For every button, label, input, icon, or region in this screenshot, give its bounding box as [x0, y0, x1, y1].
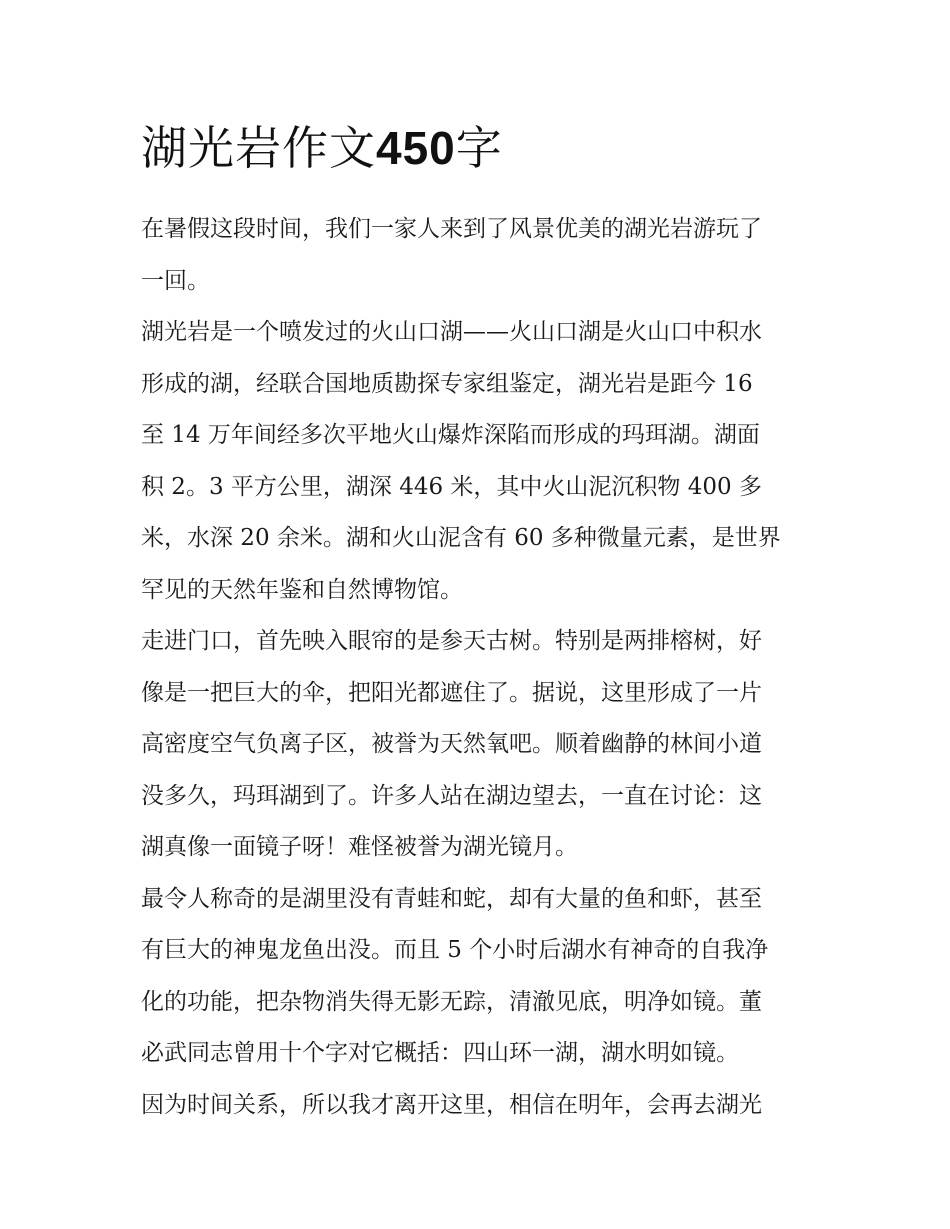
essay-line: 高密度空气负离子区，被誉为天然氧吧。顺着幽静的林间小道 — [141, 731, 762, 757]
essay-line: 积 2。3 平方公里，湖深 446 米，其中火山泥沉积物 400 多 — [141, 473, 762, 500]
document-title — [141, 118, 813, 178]
title-number: 450 — [376, 122, 456, 174]
document-page — [141, 118, 813, 1131]
title-suffix: 字 — [455, 121, 503, 175]
essay-line: 湖光岩是一个喷发过的火山口湖——火山口湖是火山口中积水 — [141, 319, 762, 345]
essay-line: 因为时间关系，所以我才离开这里，相信在明年，会再去湖光 — [141, 1091, 762, 1118]
essay-line: 最令人称奇的是湖里没有青蛙和蛇，却有大量的鱼和虾，甚至 — [141, 885, 762, 912]
essay-line: 米，水深 20 余米。湖和火山泥含有 60 多种微量元素，是世界 — [141, 525, 781, 551]
essay-line: 有巨大的神鬼龙鱼出没。而且 5 个小时后湖水有神奇的自我净 — [141, 937, 769, 963]
essay-line: 走进门口，首先映入眼帘的是参天古树。特别是两排榕树，好 — [141, 628, 762, 654]
essay-line: 必武同志曾用十个字对它概括：四山环一湖，湖水明如镜。 — [141, 1040, 739, 1066]
essay-line: 像是一把巨大的伞，把阳光都遮住了。据说，这里形成了一片 — [141, 679, 762, 706]
title-prefix: 湖光岩作文 — [141, 121, 376, 175]
essay-line: 湖真像一面镜子呀！难怪被誉为湖光镜月。 — [141, 834, 578, 860]
essay-line: 化的功能，把杂物消失得无影无踪，清澈见底，明净如镜。董 — [141, 988, 762, 1015]
essay-line: 罕见的天然年鉴和自然博物馆。 — [141, 576, 463, 603]
essay-line: 形成的湖，经联合国地质勘探专家组鉴定，湖光岩是距今 16 — [141, 370, 753, 397]
essay-line: 一回。 — [141, 267, 210, 294]
essay-body — [141, 204, 813, 1131]
essay-line: 在暑假这段时间，我们一家人来到了风景优美的湖光岩游玩了 — [141, 216, 762, 242]
essay-line: 至 14 万年间经多次平地火山爆炸深陷而形成的玛珥湖。湖面 — [141, 422, 760, 448]
essay-line: 没多久，玛珥湖到了。许多人站在湖边望去，一直在讨论：这 — [141, 782, 762, 809]
